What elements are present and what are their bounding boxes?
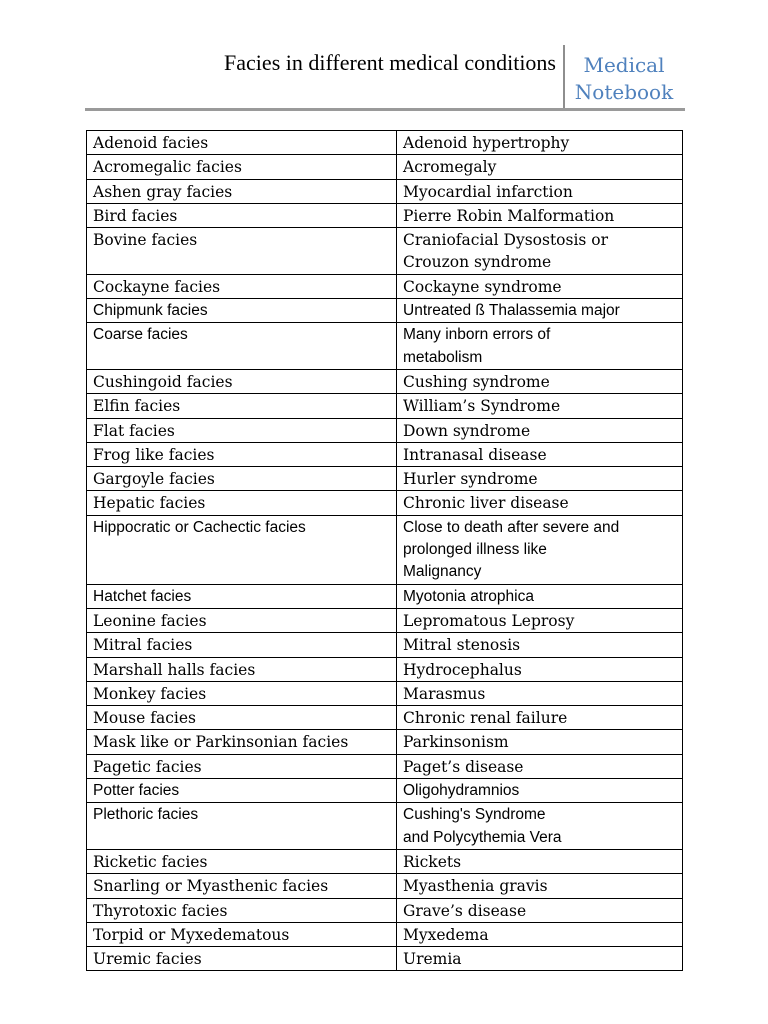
condition-cell: Cockayne syndrome — [397, 274, 683, 298]
table-row — [87, 730, 683, 754]
facies-name-cell: Torpid or Myxedematous — [87, 922, 397, 946]
table-row — [87, 394, 683, 418]
facies-name-cell: Snarling or Myasthenic facies — [87, 874, 397, 898]
facies-name-cell: Frog like facies — [87, 442, 397, 466]
condition-cell: Cushing syndrome — [397, 369, 683, 393]
table-row — [87, 681, 683, 705]
table-row — [87, 418, 683, 442]
facies-name-cell: Chipmunk facies — [87, 299, 397, 323]
condition-cell: Lepromatous Leprosy — [397, 608, 683, 632]
brand-line-1: Medical — [583, 53, 665, 77]
table-row — [87, 849, 683, 873]
condition-cell: Many inborn errors of metabolism — [397, 323, 683, 370]
condition-cell: Pierre Robin Malformation — [397, 203, 683, 227]
table-row — [87, 947, 683, 971]
facies-name-cell: Marshall halls facies — [87, 657, 397, 681]
facies-name-cell: Flat facies — [87, 418, 397, 442]
table-row — [87, 922, 683, 946]
facies-name-cell: Ashen gray facies — [87, 179, 397, 203]
table-row — [87, 369, 683, 393]
condition-cell: Rickets — [397, 849, 683, 873]
facies-name-cell: Cockayne facies — [87, 274, 397, 298]
facies-name-cell: Gargoyle facies — [87, 467, 397, 491]
condition-cell: Myasthenia gravis — [397, 874, 683, 898]
table-row — [87, 706, 683, 730]
facies-name-cell: Mouse facies — [87, 706, 397, 730]
table-row — [87, 442, 683, 466]
header-divider — [563, 45, 565, 109]
table-row — [87, 657, 683, 681]
facies-name-cell: Uremic facies — [87, 947, 397, 971]
table-row — [87, 203, 683, 227]
condition-cell: William’s Syndrome — [397, 394, 683, 418]
condition-cell: Craniofacial Dysostosis or Crouzon syndrome — [397, 228, 683, 275]
table-row — [87, 323, 683, 370]
facies-name-cell: Thyrotoxic facies — [87, 898, 397, 922]
condition-cell: Myocardial infarction — [397, 179, 683, 203]
condition-cell: Hydrocephalus — [397, 657, 683, 681]
condition-cell: Intranasal disease — [397, 442, 683, 466]
table-row — [87, 179, 683, 203]
table-row — [87, 131, 683, 155]
condition-cell: Oligohydramnios — [397, 779, 683, 803]
facies-name-cell: Adenoid facies — [87, 131, 397, 155]
facies-table — [86, 130, 683, 971]
condition-cell: Down syndrome — [397, 418, 683, 442]
condition-cell: Marasmus — [397, 681, 683, 705]
facies-name-cell: Cushingoid facies — [87, 369, 397, 393]
brand-line-2: Notebook — [574, 80, 674, 104]
facies-name-cell: Mask like or Parkinsonian facies — [87, 730, 397, 754]
facies-name-cell: Pagetic facies — [87, 754, 397, 778]
condition-cell: Uremia — [397, 947, 683, 971]
facies-name-cell: Coarse facies — [87, 323, 397, 370]
page-title: Facies in different medical conditions — [224, 50, 556, 75]
table-row — [87, 779, 683, 803]
table-row — [87, 155, 683, 179]
table-row — [87, 803, 683, 850]
table-row — [87, 491, 683, 515]
facies-name-cell: Hepatic facies — [87, 491, 397, 515]
table-row — [87, 898, 683, 922]
table-row — [87, 228, 683, 275]
condition-cell: Grave’s disease — [397, 898, 683, 922]
condition-cell: Hurler syndrome — [397, 467, 683, 491]
table-row — [87, 874, 683, 898]
condition-cell: Myxedema — [397, 922, 683, 946]
facies-name-cell: Elfin facies — [87, 394, 397, 418]
table-row — [87, 608, 683, 632]
table-row — [87, 754, 683, 778]
condition-cell: Cushing's Syndrome and Polycythemia Vera — [397, 803, 683, 850]
condition-cell: Acromegaly — [397, 155, 683, 179]
table-row — [87, 515, 683, 584]
facies-name-cell: Potter facies — [87, 779, 397, 803]
header-rule — [85, 108, 685, 111]
facies-name-cell: Plethoric facies — [87, 803, 397, 850]
condition-cell: Adenoid hypertrophy — [397, 131, 683, 155]
table-row — [87, 467, 683, 491]
facies-name-cell: Hippocratic or Cachectic facies — [87, 515, 397, 584]
condition-cell: Untreated ß Thalassemia major — [397, 299, 683, 323]
condition-cell: Close to death after severe and prolonged illness like Malignancy — [397, 515, 683, 584]
facies-name-cell: Hatchet facies — [87, 584, 397, 608]
brand-logo — [569, 52, 679, 106]
condition-cell: Chronic liver disease — [397, 491, 683, 515]
table-row — [87, 274, 683, 298]
facies-table-body — [87, 131, 683, 971]
facies-name-cell: Bird facies — [87, 203, 397, 227]
table-row — [87, 584, 683, 608]
facies-name-cell: Leonine facies — [87, 608, 397, 632]
facies-name-cell: Acromegalic facies — [87, 155, 397, 179]
condition-cell: Parkinsonism — [397, 730, 683, 754]
condition-cell: Mitral stenosis — [397, 633, 683, 657]
facies-name-cell: Ricketic facies — [87, 849, 397, 873]
condition-cell: Paget’s disease — [397, 754, 683, 778]
table-row — [87, 633, 683, 657]
table-row — [87, 299, 683, 323]
facies-name-cell: Mitral facies — [87, 633, 397, 657]
facies-name-cell: Monkey facies — [87, 681, 397, 705]
condition-cell: Chronic renal failure — [397, 706, 683, 730]
facies-name-cell: Bovine facies — [87, 228, 397, 275]
condition-cell: Myotonia atrophica — [397, 584, 683, 608]
